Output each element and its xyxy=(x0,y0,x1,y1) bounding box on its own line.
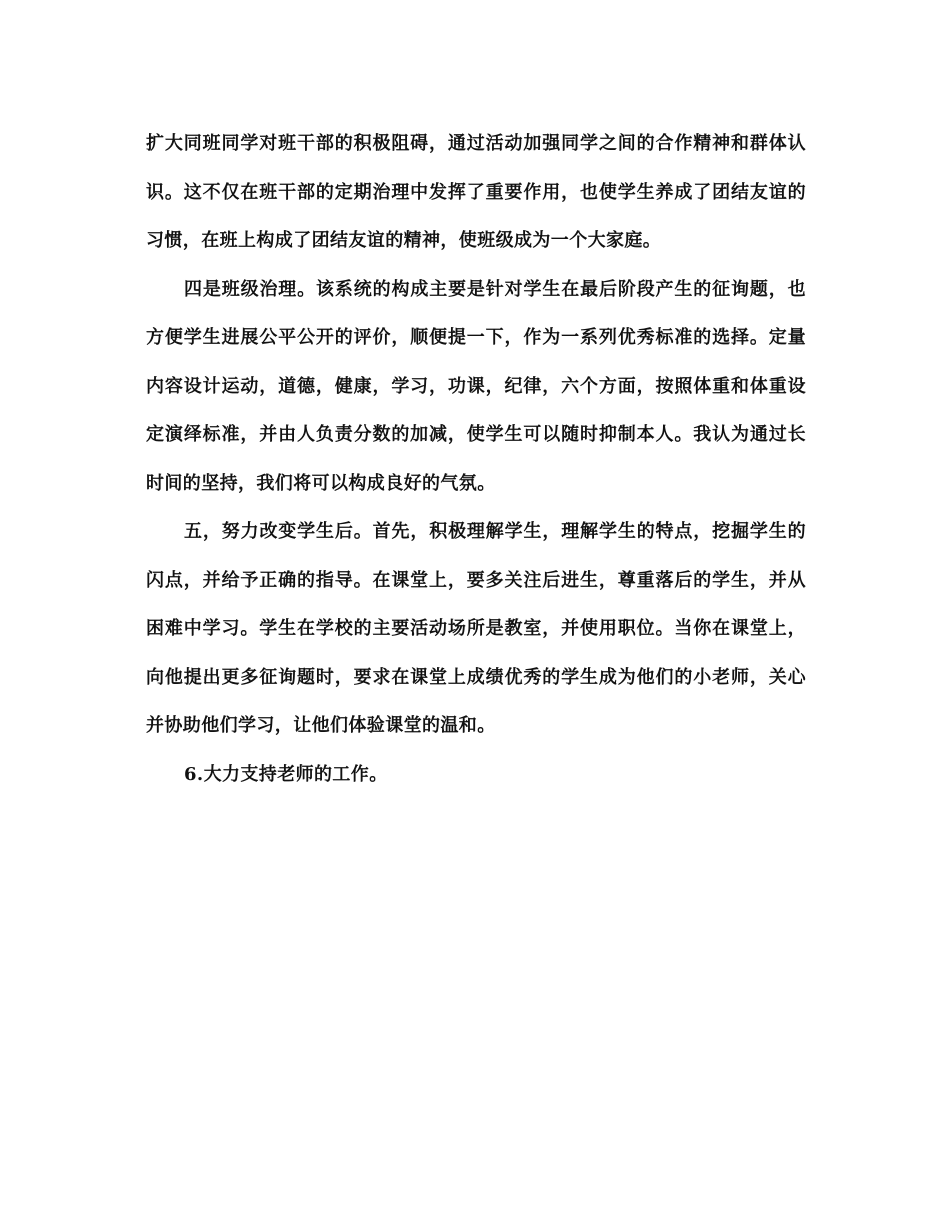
paragraph-3: 五，努力改变学生后。首先，积极理解学生，理解学生的特点，挖掘学生的闪点，并给予正确的指导。在课堂上，要多关注后进生，尊重落后的学生，并从困难中学习。学生在学校的主要活动场所是教室，并使用职位。当你在课堂上，向他提出更多征询题时，要求在课堂上成绩优秀的学生成为他们的小老师，关心并协助他们学习，让他们体验课堂的温和。 xyxy=(146,521,806,736)
paragraph-4: 6.大力支持老师的工作。 xyxy=(184,763,388,785)
paragraph-1: 扩大同班同学对班干部的积极阻碍，通过活动加强同学之间的合作精神和群体认识。这不仅在班干部的定期治理中发挥了重要作用，也使学生养成了团结友谊的习惯，在班上构成了团结友谊的精神，使班级成为一个大家庭。 xyxy=(146,133,806,251)
document-body xyxy=(146,120,806,799)
paragraph-2: 四是班级治理。该系统的构成主要是针对学生在最后阶段产生的征询题，也方便学生进展公平公开的评价，顺便提一下，作为一系列优秀标准的选择。定量内容设计运动，道德，健康，学习，功课，纪律，六个方面，按照体重和体重设定演绎标准，并由人负责分数的加减，使学生可以随时抑制本人。我认为通过长时间的坚持，我们将可以构成良好的气氛。 xyxy=(146,278,806,494)
